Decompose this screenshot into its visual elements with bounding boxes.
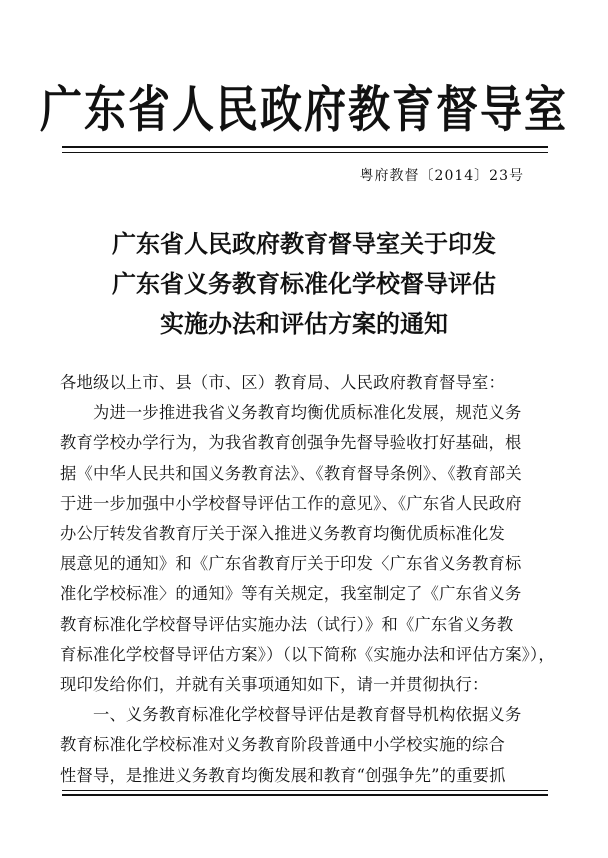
body-line: 教育标准化学校标准对义务教育阶段普通中小学校实施的综合 [60, 735, 505, 755]
header-divider [62, 146, 548, 153]
title-line: 广东省人民政府教育督导室关于印发 [112, 229, 496, 258]
body-line: 于进一步加强中小学校督导评估工作的意见》、《广东省人民政府 [60, 493, 522, 513]
body-line: 现印发给你们，并就有关事项通知如下，请一并贯彻执行： [60, 675, 489, 695]
body-line: 办公厅转发省教育厅关于深入推进义务教育均衡优质标准化发 [60, 524, 505, 544]
title-line: 广东省义务教育标准化学校督导评估 [112, 269, 496, 298]
document-number: 粤府教督〔2014〕23号 [359, 168, 524, 184]
footer-divider [62, 790, 548, 796]
body-line: 为进一步推进我省义务教育均衡优质标准化发展，规范义务 [60, 403, 522, 423]
body-line: 准化学校标准〉的通知》等有关规定，我室制定了《广东省义务 [60, 584, 522, 604]
issuing-office-header: 广东省人民政府教育督导室 [39, 80, 568, 139]
body-line: 展意见的通知》和《广东省教育厅关于印发〈广东省义务教育标 [60, 554, 522, 574]
document-title [0, 224, 608, 344]
title-line: 实施办法和评估方案的通知 [160, 309, 448, 338]
body-line: 教育标准化学校督导评估实施办法（试行）》和《广东省义务教 [60, 614, 514, 634]
body-line: 性督导，是推进义务教育均衡发展和教育“创强争先”的重要抓 [60, 765, 506, 785]
body-line: 教育学校办学行为，为我省教育创强争先督导验收打好基础，根 [60, 433, 522, 453]
document-body [60, 368, 555, 791]
body-line: 一、义务教育标准化学校督导评估是教育督导机构依据义务 [60, 705, 522, 725]
body-line: 据《中华人民共和国义务教育法》、《教育督导条例》、《教育部关 [60, 463, 522, 483]
body-line: 育标准化学校督导评估方案》）（以下简称《实施办法和评估方案》）， [60, 644, 555, 664]
body-line: 各地级以上市、县（市、区）教育局、人民政府教育督导室： [60, 373, 505, 392]
